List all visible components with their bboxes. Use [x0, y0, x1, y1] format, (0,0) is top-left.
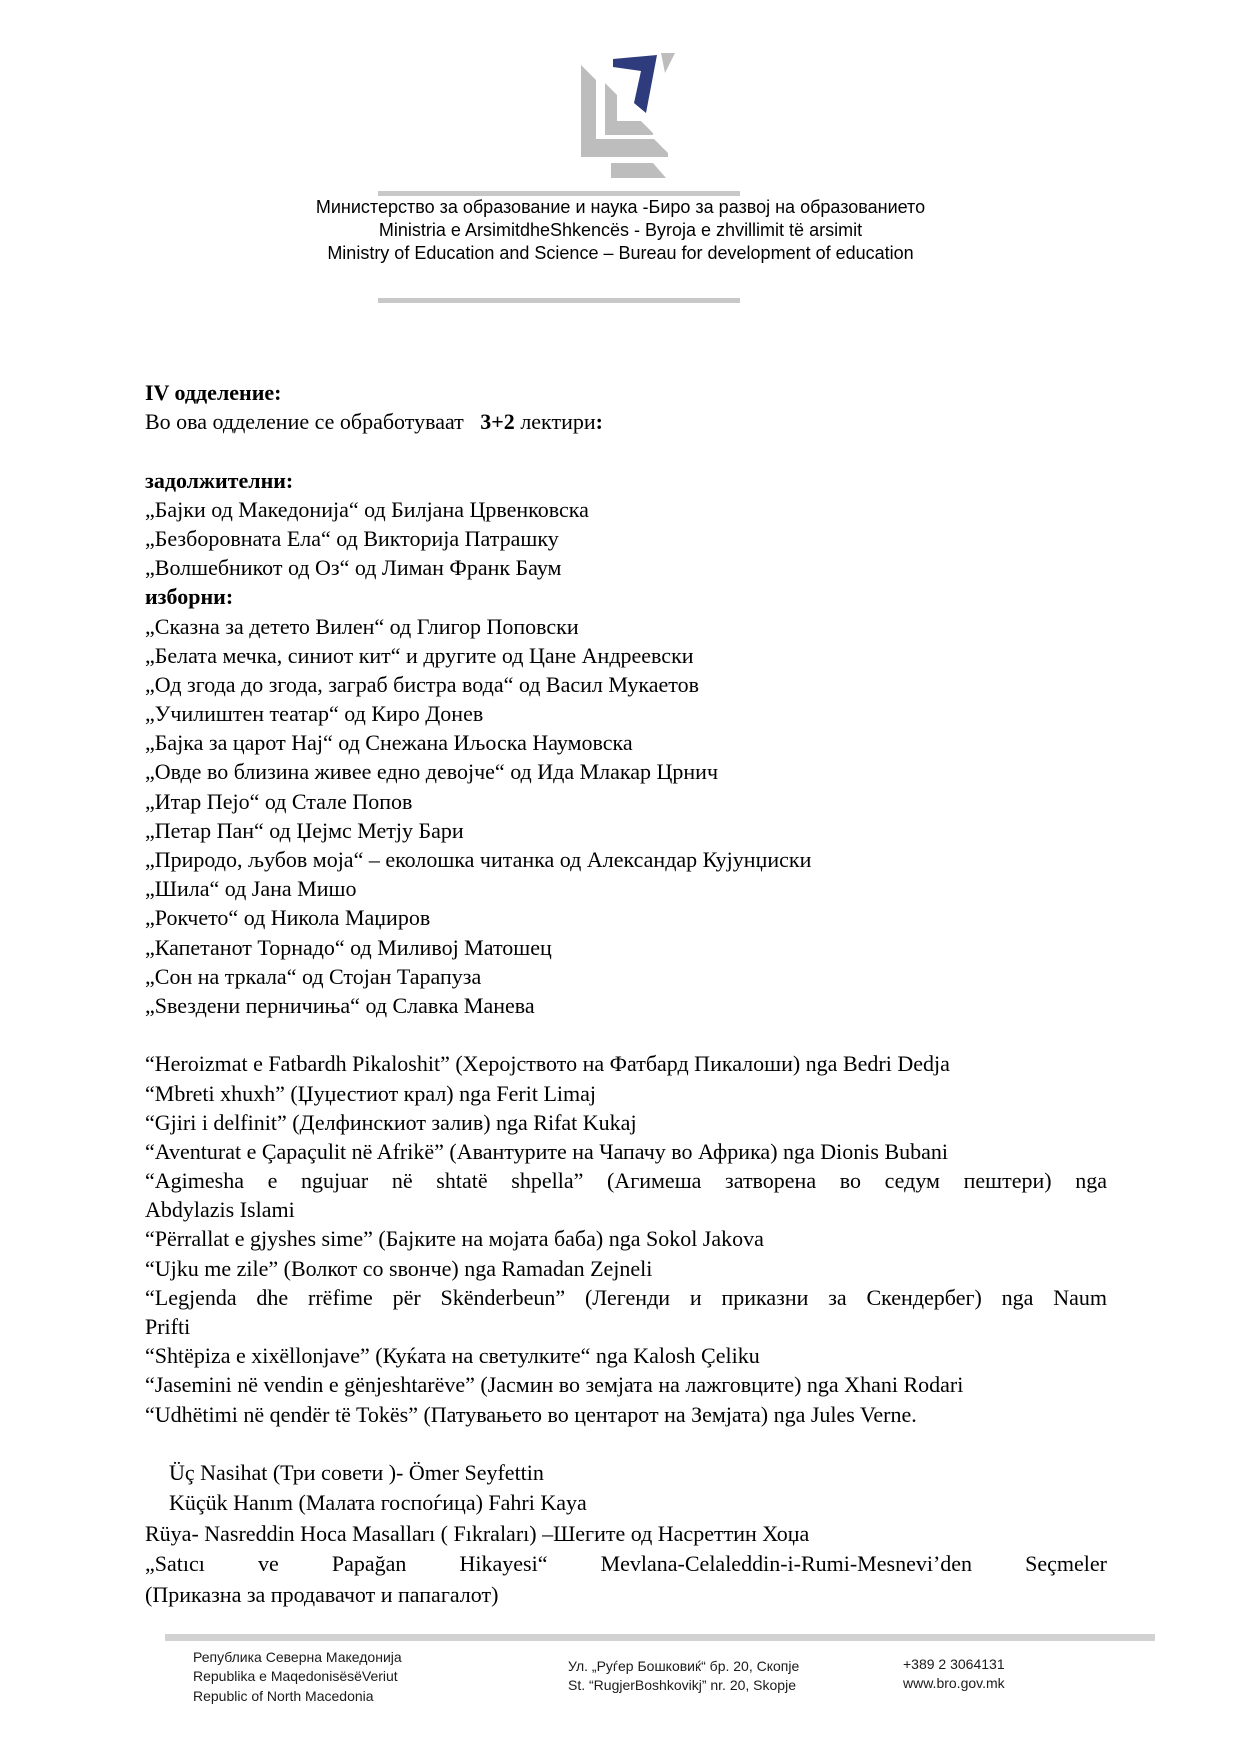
text-line: “Përrallat e gjyshes sime” (Бајките на мојата баба) nga Sokol Jakova [145, 1226, 764, 1252]
text-line: „Природо, љубов моја“ – еколошка читанка од Александар Кујунџиски [145, 847, 812, 872]
text-line: „Ѕвездени перничиња“ од Славка Манева [145, 992, 535, 1018]
footer-divider [165, 1634, 1155, 1641]
footer-line: Republic of North Macedonia [193, 1687, 374, 1704]
bureau-logo-icon [555, 50, 683, 180]
text-line: “Udhëtimi në qendër të Tokës” (Патувањето во центарот на Земјата) nga Jules Verne. [145, 1401, 917, 1427]
text-line: “Agimesha e ngujuar në shtatë shpella” (Агимеша затворена во седум пештери) nga [145, 1168, 1107, 1194]
text-line: задолжителни: [145, 467, 294, 493]
text-line: „Волшебникот од Оз“ од Лиман Франк Баум [145, 555, 562, 581]
text-line: Rüya- Nasreddin Hoca Masalları ( Fıkraları) –Шегите од Насреттин Хоџа [145, 1520, 810, 1546]
text-line: „Satıcı ve Papağan Hikayesi“ Mevlana-Celaleddin-i-Rumi-Mesnevi’den Seçmeler [145, 1551, 1107, 1577]
text-line: “Heroizmat e Fatbardh Pikaloshit” (Херојството на Фатбард Пикалоши) nga Bedri Dedja [145, 1051, 950, 1077]
text-line: “Ujku me zile” (Волкот со ѕвонче) nga Ramadan Zejneli [145, 1255, 653, 1281]
text-line [145, 436, 1107, 465]
header-divider-bottom [378, 298, 740, 303]
text-line: Üç Nasihat (Три совети )- Ömer Seyfettin [169, 1459, 544, 1485]
text-line: Prifti [145, 1314, 191, 1339]
text-line: „Од згода до згода, заграб бистра вода“ од Васил Мукаетов [145, 671, 699, 697]
footer-line: Република Северна Македонија [193, 1649, 402, 1665]
text-line: „Рокчето“ од Никола Маџиров [145, 905, 431, 931]
text-line: „Сон на тркала“ од Стојан Тарапуза [145, 963, 482, 989]
text-line: “Aventurat e Çapaçulit në Afrikë” (Авантурите на Чапачу во Африка) nga Dionis Bubani [145, 1138, 949, 1164]
text-line: Abdylazis Islami [145, 1197, 295, 1223]
text-line: „Овде во близина живее едно девојче“ од Ида Млакар Црнич [145, 759, 719, 785]
text-line: изборни: [145, 584, 234, 610]
footer-line: Ул. „Руѓер Бошковиќ“ бр. 20, Скопје [568, 1658, 800, 1674]
text-line: „Бајка за царот Нај“ од Снежана Иљоска Наумовска [145, 730, 633, 756]
footer-address-column [568, 1657, 799, 1696]
bureau-logo [555, 50, 683, 180]
text-line [145, 1020, 1107, 1049]
footer-line: +389 2 3064131 [903, 1656, 1005, 1672]
footer-line: Republika e MaqedonisësëVeriut [193, 1668, 398, 1685]
footer-contact-column [903, 1655, 1005, 1694]
text-line: „Итар Пејо“ од Стале Попов [145, 788, 413, 814]
text-line: „Шила“ од Јана Мишо [145, 876, 357, 902]
text-line: „Сказна за детето Вилен“ од Глигор Поповски [145, 613, 579, 639]
text-line: „Безборовната Ела“ од Викторија Патрашку [145, 525, 559, 551]
text-line: „Бајки од Македонија“ од Билјана Црвенковска [145, 496, 589, 522]
text-line: Во ова одделение се обработуваат 3+2 лектири: [145, 409, 603, 435]
reading-list-content [145, 378, 1107, 1610]
text-line: “Shtëpiza e xixëllonjave” (Куќата на светулките“ nga Kalosh Çeliku [145, 1343, 760, 1369]
header-line: Ministry of Education and Science – Bureau for development of education [327, 243, 914, 263]
text-line: “Mbreti xhuxh” (Џуџестиот крал) nga Ferit Limaj [145, 1080, 596, 1106]
footer-line: www.bro.gov.mk [903, 1675, 1005, 1692]
text-line: „Капетанот Торнадо“ од Миливој Матошец [145, 934, 552, 960]
text-line: “Gjiri i delfinit” (Делфинскиот залив) nga Rifat Kukaj [145, 1109, 637, 1135]
text-line: Küçük Hanım (Малата госпоѓица) Fahri Kaya [169, 1490, 587, 1516]
text-line: “Jasemini në vendin e gënjeshtarëve” (Јасмин во земјата на лажговците) nga Xhani Rodari [145, 1372, 964, 1398]
text-line: „Училиштен театар“ од Киро Донев [145, 701, 484, 727]
footer-line: St. “RugjerBoshkovikj” nr. 20, Skopje [568, 1677, 796, 1694]
footer-country-column [193, 1648, 402, 1706]
text-line: IV одделение: [145, 380, 282, 405]
text-line: „Белата мечка, синиот кит“ и другите од Цане Андреевски [145, 642, 694, 668]
header-line: Министерство за образование и наука -Биро за развој на образованието [315, 197, 926, 217]
text-line: “Legjenda dhe rrëfime për Skënderbeun” (Легенди и приказни за Скендербег) nga Naum [145, 1284, 1107, 1310]
text-line [145, 1429, 1107, 1458]
header-line: Ministria e ArsimitdheShkencës - Byroja e zhvillimit të arsimit [378, 220, 863, 240]
text-line: (Приказна за продавачот и папагалот) [145, 1581, 499, 1607]
ministry-header [0, 196, 1241, 265]
text-line: „Петар Пан“ од Џејмс Метју Бари [145, 817, 464, 843]
